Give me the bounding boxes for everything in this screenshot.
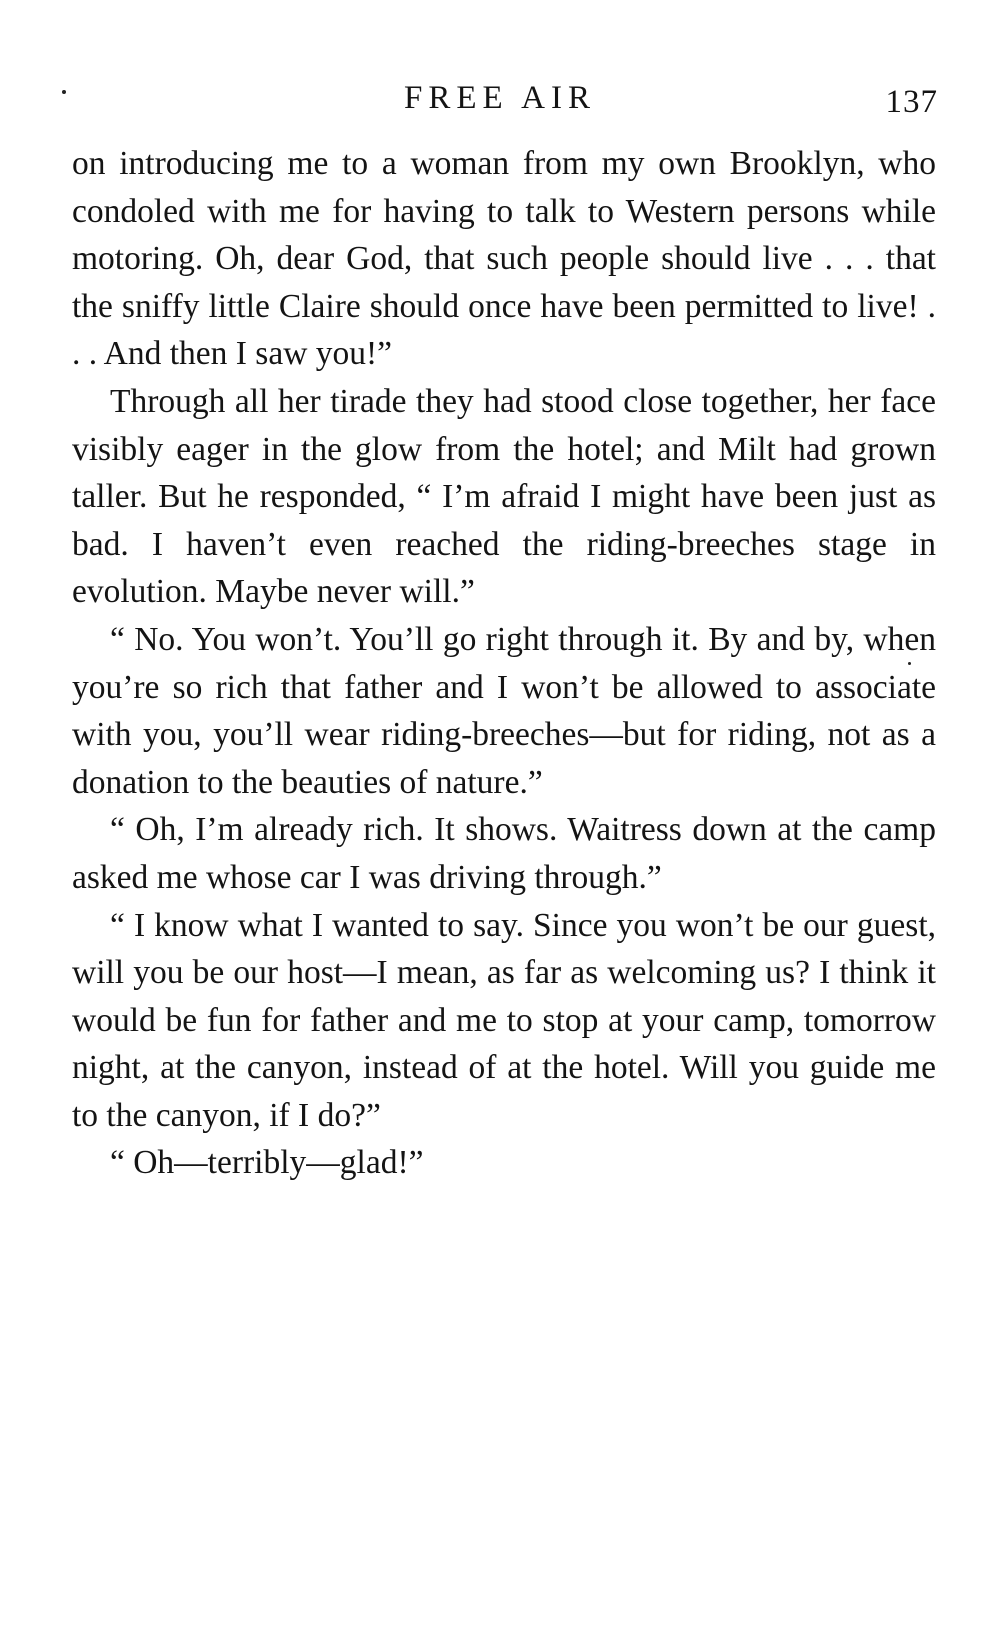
body-text [72, 140, 936, 1187]
paragraph: on introducing me to a woman from my own Brooklyn, who condoled with me for having to talk to Western persons while motoring. Oh, dear God, that such people should live . . . that the sniffy little Claire should once have been permitted to live! . . . And then I saw you!” [72, 145, 936, 373]
paragraph: “ Oh, I’m already rich. It shows. Waitress down at the camp asked me whose car I was driving through.” [72, 811, 936, 896]
paragraph: “ Oh—terribly—glad!” [110, 1144, 424, 1182]
paragraph: “ No. You won’t. You’ll go right through it. By and by, when you’re so rich that father and I won’t be allowed to associate with you, you’ll wear riding-breeches—but for riding, not as a donation to the beauties of nature.” [72, 620, 936, 801]
paragraph: Through all her tirade they had stood close together, her face visibly eager in the glow from the hotel; and Milt had grown taller. But he responded, “ I’m afraid I might have been just as bad. I haven’t even reached the riding-breeches stage in evolution. Maybe never will.” [72, 382, 936, 611]
print-speck [62, 90, 66, 94]
page-number: 137 [885, 84, 938, 120]
paragraph: “ I know what I wanted to say. Since you won’t be our guest, will you be our host—I mean, as far as welcoming us? I think it would be fun for father and me to stop at your camp, tomorrow night, at the canyon, instead of at the hotel. Will you guide me to the canyon, if I do?” [72, 906, 936, 1134]
running-head [70, 80, 938, 120]
running-title: FREE AIR [404, 80, 596, 116]
